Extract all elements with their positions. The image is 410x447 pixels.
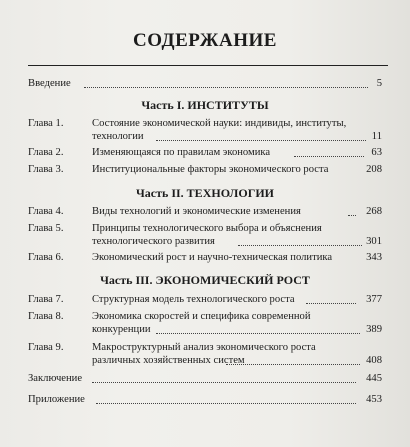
chapter-label: Глава 3. (28, 164, 64, 175)
part-heading: Часть III. ЭКОНОМИЧЕСКИЙ РОСТ (100, 273, 310, 287)
chapter-title: Принципы технологического выбора и объяснения технологического развития (92, 223, 322, 247)
page-number: 208 (366, 164, 382, 175)
chapter-title: Виды технологий и экономические изменения (92, 206, 301, 217)
toc-entry-chapter-8[interactable] (28, 310, 382, 336)
page-number: 301 (366, 236, 382, 247)
page-number: 63 (371, 147, 382, 158)
chapter-title: Экономика скоростей и специфика современной конкуренции (92, 311, 311, 335)
part-heading: Часть I. ИНСТИТУТЫ (141, 98, 269, 112)
chapter-label: Глава 2. (28, 147, 64, 158)
page-number: 453 (366, 394, 382, 405)
chapter-label: Глава 5. (28, 223, 64, 234)
leader-dots (294, 156, 364, 157)
leader-dots (92, 382, 356, 383)
page-number: 389 (366, 324, 382, 335)
chapter-label: Глава 1. (28, 118, 64, 129)
page-number: 268 (366, 206, 382, 217)
chapter-title: Изменяющаяся по правилам экономика (92, 147, 271, 158)
chapter-label: Глава 6. (28, 252, 64, 263)
chapter-title: Структурная модель технологического роста (92, 294, 295, 305)
leader-dots (96, 403, 356, 404)
page-number: 445 (366, 373, 382, 384)
entry-label: Заключение (28, 373, 83, 384)
toc-entry-chapter-9[interactable] (28, 341, 382, 367)
leader-dots (156, 140, 366, 141)
chapter-label: Глава 9. (28, 342, 64, 353)
chapter-title: Экономический рост и научно-техническая политика (92, 252, 333, 263)
chapter-title: Макроструктурный анализ экономического роста различных хозяйственных систем (92, 342, 316, 366)
leader-dots (156, 333, 360, 334)
page-number: 5 (376, 78, 382, 89)
chapter-label: Глава 4. (28, 206, 64, 217)
chapter-label: Глава 8. (28, 311, 64, 322)
page-title: СОДЕРЖАНИЕ (133, 30, 277, 51)
toc-entry-chapter-5[interactable] (28, 222, 382, 248)
toc-entry-chapter-1[interactable] (28, 117, 382, 143)
entry-label: Введение (28, 78, 71, 89)
chapter-label: Глава 7. (28, 294, 64, 305)
entry-label: Приложение (28, 394, 85, 405)
top-rule (28, 65, 388, 66)
part-heading: Часть II. ТЕХНОЛОГИИ (135, 186, 275, 200)
page-number: 343 (366, 252, 382, 263)
leader-dots (306, 303, 356, 304)
leader-dots (226, 364, 360, 365)
leader-dots (348, 215, 356, 216)
leader-dots (84, 87, 368, 88)
leader-dots (238, 245, 362, 246)
chapter-title: Институциональные факторы экономического роста (92, 164, 329, 175)
page-number: 377 (366, 294, 382, 305)
page-number: 408 (366, 355, 382, 366)
chapter-title: Состояние экономической науки: индивиды, институты, технологии (92, 118, 347, 142)
page-number: 11 (371, 131, 382, 142)
